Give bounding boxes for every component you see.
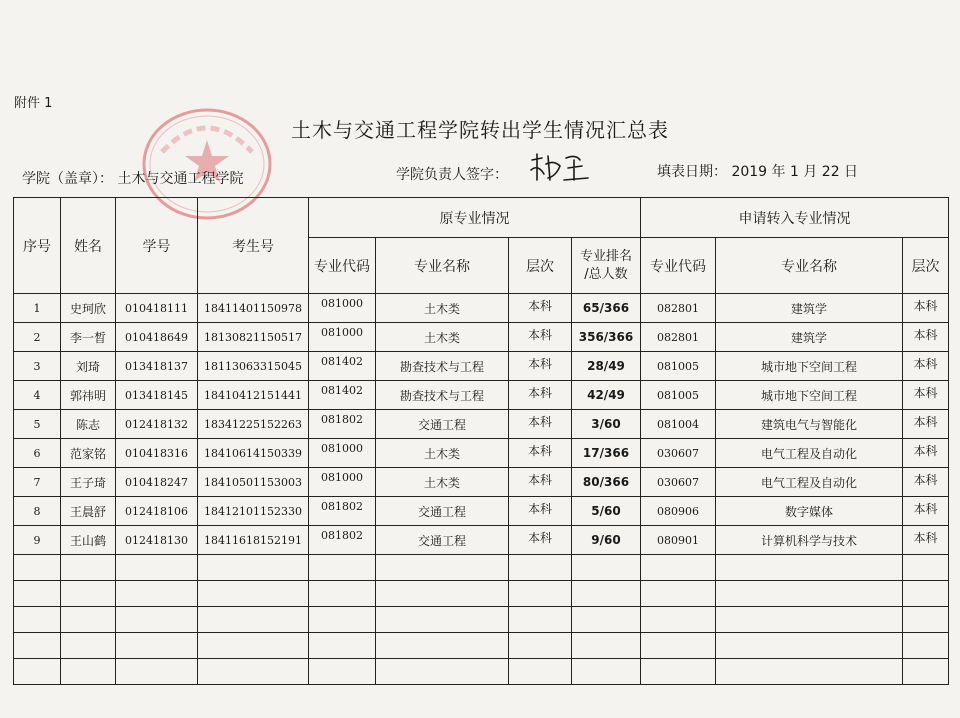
cell-rank: 42/49 bbox=[572, 381, 641, 410]
cell-rank: 5/60 bbox=[572, 497, 641, 526]
cell-new-level: 本科 bbox=[903, 497, 949, 526]
cell-new-level: 本科 bbox=[903, 439, 949, 468]
empty-cell bbox=[376, 659, 509, 685]
cell-orig-code: 081000 bbox=[309, 294, 376, 323]
empty-cell bbox=[14, 659, 61, 685]
table-row bbox=[14, 526, 949, 555]
empty-cell bbox=[641, 633, 716, 659]
cell-name: 王晨舒 bbox=[61, 497, 116, 526]
empty-cell bbox=[903, 633, 949, 659]
cell-seq: 6 bbox=[14, 439, 61, 468]
cell-name: 王子琦 bbox=[61, 468, 116, 497]
cell-new-level: 本科 bbox=[903, 294, 949, 323]
cell-orig-level: 本科 bbox=[509, 323, 572, 352]
cell-orig-level: 本科 bbox=[509, 294, 572, 323]
cell-new-level: 本科 bbox=[903, 381, 949, 410]
fill-date bbox=[657, 161, 858, 181]
empty-cell bbox=[14, 555, 61, 581]
cell-rank: 65/366 bbox=[572, 294, 641, 323]
header-orig-major: 专业名称 bbox=[376, 238, 509, 294]
empty-cell bbox=[376, 607, 509, 633]
header-orig-level: 层次 bbox=[509, 238, 572, 294]
empty-cell bbox=[198, 581, 309, 607]
cell-new-code: 081005 bbox=[641, 381, 716, 410]
cell-name: 陈志 bbox=[61, 410, 116, 439]
empty-cell bbox=[716, 659, 903, 685]
table-row bbox=[14, 439, 949, 468]
empty-cell bbox=[641, 659, 716, 685]
empty-cell bbox=[572, 633, 641, 659]
empty-cell bbox=[716, 633, 903, 659]
empty-cell bbox=[309, 555, 376, 581]
table-row bbox=[14, 410, 949, 439]
empty-cell bbox=[116, 581, 198, 607]
header-seq: 序号 bbox=[14, 198, 61, 294]
cell-student-id: 012418130 bbox=[116, 526, 198, 555]
cell-orig-major: 勘查技术与工程 bbox=[376, 381, 509, 410]
cell-orig-major: 勘查技术与工程 bbox=[376, 352, 509, 381]
empty-cell bbox=[14, 633, 61, 659]
cell-seq: 9 bbox=[14, 526, 61, 555]
cell-orig-level: 本科 bbox=[509, 352, 572, 381]
empty-cell bbox=[509, 607, 572, 633]
empty-row bbox=[14, 607, 949, 633]
cell-exam-id: 18410412151441 bbox=[198, 381, 309, 410]
cell-new-code: 080906 bbox=[641, 497, 716, 526]
cell-exam-id: 18412101152330 bbox=[198, 497, 309, 526]
cell-orig-code: 081000 bbox=[309, 468, 376, 497]
empty-cell bbox=[198, 659, 309, 685]
empty-cell bbox=[309, 659, 376, 685]
header-applied-major-group: 申请转入专业情况 bbox=[641, 198, 949, 238]
empty-cell bbox=[14, 607, 61, 633]
cell-orig-major: 土木类 bbox=[376, 439, 509, 468]
cell-rank: 9/60 bbox=[572, 526, 641, 555]
cell-student-id: 010418111 bbox=[116, 294, 198, 323]
cell-name: 史珂欣 bbox=[61, 294, 116, 323]
cell-new-major: 城市地下空间工程 bbox=[716, 352, 903, 381]
empty-cell bbox=[716, 555, 903, 581]
empty-cell bbox=[198, 633, 309, 659]
header-row-group bbox=[14, 198, 949, 238]
signer-label: 学院负责人签字： bbox=[396, 167, 508, 183]
college-name: 土木与交通工程学院 bbox=[117, 171, 244, 187]
empty-cell bbox=[641, 555, 716, 581]
transfer-table bbox=[13, 197, 949, 685]
empty-cell bbox=[572, 581, 641, 607]
cell-rank: 3/60 bbox=[572, 410, 641, 439]
cell-orig-code: 081000 bbox=[309, 439, 376, 468]
cell-new-code: 082801 bbox=[641, 323, 716, 352]
college-label: 学院（盖章）： bbox=[22, 171, 113, 187]
cell-name: 范家铭 bbox=[61, 439, 116, 468]
empty-cell bbox=[903, 659, 949, 685]
empty-cell bbox=[903, 607, 949, 633]
cell-new-major: 建筑学 bbox=[716, 323, 903, 352]
empty-cell bbox=[61, 659, 116, 685]
cell-orig-major: 土木类 bbox=[376, 294, 509, 323]
empty-cell bbox=[509, 633, 572, 659]
cell-student-id: 012418132 bbox=[116, 410, 198, 439]
cell-exam-id: 18411401150978 bbox=[198, 294, 309, 323]
table-row bbox=[14, 352, 949, 381]
header-orig-code: 专业代码 bbox=[309, 238, 376, 294]
empty-row bbox=[14, 633, 949, 659]
empty-cell bbox=[716, 607, 903, 633]
empty-cell bbox=[61, 555, 116, 581]
empty-cell bbox=[903, 581, 949, 607]
empty-cell bbox=[61, 607, 116, 633]
empty-cell bbox=[716, 581, 903, 607]
cell-orig-code: 081402 bbox=[309, 381, 376, 410]
header-new-major: 专业名称 bbox=[716, 238, 903, 294]
cell-exam-id: 18410501153003 bbox=[198, 468, 309, 497]
empty-cell bbox=[116, 659, 198, 685]
cell-new-code: 030607 bbox=[641, 468, 716, 497]
empty-row bbox=[14, 659, 949, 685]
document-title: 土木与交通工程学院转出学生情况汇总表 bbox=[291, 118, 669, 142]
empty-cell bbox=[572, 659, 641, 685]
empty-cell bbox=[376, 581, 509, 607]
empty-cell bbox=[641, 581, 716, 607]
cell-new-code: 081004 bbox=[641, 410, 716, 439]
cell-new-code: 081005 bbox=[641, 352, 716, 381]
cell-name: 刘琦 bbox=[61, 352, 116, 381]
empty-cell bbox=[116, 607, 198, 633]
empty-cell bbox=[376, 555, 509, 581]
empty-cell bbox=[61, 581, 116, 607]
cell-new-code: 082801 bbox=[641, 294, 716, 323]
header-original-major-group: 原专业情况 bbox=[309, 198, 641, 238]
cell-student-id: 012418106 bbox=[116, 497, 198, 526]
empty-cell bbox=[309, 607, 376, 633]
cell-new-level: 本科 bbox=[903, 468, 949, 497]
cell-new-major: 电气工程及自动化 bbox=[716, 468, 903, 497]
cell-seq: 2 bbox=[14, 323, 61, 352]
table-row bbox=[14, 468, 949, 497]
cell-new-code: 080901 bbox=[641, 526, 716, 555]
cell-new-major: 城市地下空间工程 bbox=[716, 381, 903, 410]
cell-new-level: 本科 bbox=[903, 323, 949, 352]
empty-cell bbox=[641, 607, 716, 633]
cell-rank: 356/366 bbox=[572, 323, 641, 352]
header-exam-id: 考生号 bbox=[198, 198, 309, 294]
empty-cell bbox=[376, 633, 509, 659]
cell-new-level: 本科 bbox=[903, 352, 949, 381]
cell-orig-code: 081802 bbox=[309, 410, 376, 439]
cell-orig-major: 土木类 bbox=[376, 468, 509, 497]
cell-rank: 17/366 bbox=[572, 439, 641, 468]
empty-cell bbox=[572, 555, 641, 581]
cell-seq: 5 bbox=[14, 410, 61, 439]
cell-seq: 4 bbox=[14, 381, 61, 410]
header-rank-line1: 专业排名 bbox=[579, 248, 632, 264]
cell-orig-level: 本科 bbox=[509, 410, 572, 439]
header-new-level: 层次 bbox=[903, 238, 949, 294]
empty-cell bbox=[14, 581, 61, 607]
cell-new-major: 建筑学 bbox=[716, 294, 903, 323]
cell-new-major: 建筑电气与智能化 bbox=[716, 410, 903, 439]
cell-orig-code: 081402 bbox=[309, 352, 376, 381]
cell-exam-id: 18410614150339 bbox=[198, 439, 309, 468]
cell-orig-major: 交通工程 bbox=[376, 526, 509, 555]
college-line bbox=[22, 168, 243, 188]
empty-cell bbox=[116, 555, 198, 581]
cell-exam-id: 18341225152263 bbox=[198, 410, 309, 439]
table-body bbox=[14, 294, 949, 685]
empty-cell bbox=[309, 581, 376, 607]
cell-orig-major: 土木类 bbox=[376, 323, 509, 352]
cell-seq: 1 bbox=[14, 294, 61, 323]
header-rank bbox=[572, 238, 641, 294]
cell-new-major: 计算机科学与技术 bbox=[716, 526, 903, 555]
cell-rank: 80/366 bbox=[572, 468, 641, 497]
table-row bbox=[14, 294, 949, 323]
cell-orig-code: 081802 bbox=[309, 526, 376, 555]
empty-cell bbox=[116, 633, 198, 659]
table-row bbox=[14, 381, 949, 410]
cell-new-major: 数字媒体 bbox=[716, 497, 903, 526]
cell-rank: 28/49 bbox=[572, 352, 641, 381]
empty-cell bbox=[572, 607, 641, 633]
cell-exam-id: 18411618152191 bbox=[198, 526, 309, 555]
cell-orig-code: 081000 bbox=[309, 323, 376, 352]
cell-student-id: 010418247 bbox=[116, 468, 198, 497]
cell-name: 李一晳 bbox=[61, 323, 116, 352]
empty-cell bbox=[309, 633, 376, 659]
cell-seq: 8 bbox=[14, 497, 61, 526]
cell-orig-level: 本科 bbox=[509, 381, 572, 410]
empty-row bbox=[14, 555, 949, 581]
cell-exam-id: 18113063315045 bbox=[198, 352, 309, 381]
table-row bbox=[14, 323, 949, 352]
cell-exam-id: 18130821150517 bbox=[198, 323, 309, 352]
handwritten-signature bbox=[528, 150, 608, 186]
cell-orig-major: 交通工程 bbox=[376, 497, 509, 526]
cell-student-id: 010418316 bbox=[116, 439, 198, 468]
cell-student-id: 010418649 bbox=[116, 323, 198, 352]
date-value: 2019 年 1 月 22 日 bbox=[731, 164, 859, 180]
empty-cell bbox=[509, 555, 572, 581]
cell-name: 王山鹤 bbox=[61, 526, 116, 555]
cell-name: 郭祎明 bbox=[61, 381, 116, 410]
cell-orig-code: 081802 bbox=[309, 497, 376, 526]
cell-orig-level: 本科 bbox=[509, 526, 572, 555]
cell-seq: 3 bbox=[14, 352, 61, 381]
header-student-id: 学号 bbox=[116, 198, 198, 294]
cell-new-level: 本科 bbox=[903, 410, 949, 439]
cell-new-code: 030607 bbox=[641, 439, 716, 468]
empty-cell bbox=[903, 555, 949, 581]
cell-orig-major: 交通工程 bbox=[376, 410, 509, 439]
empty-cell bbox=[509, 659, 572, 685]
cell-new-major: 电气工程及自动化 bbox=[716, 439, 903, 468]
cell-student-id: 013418145 bbox=[116, 381, 198, 410]
table-row bbox=[14, 497, 949, 526]
date-label: 填表日期： bbox=[657, 164, 727, 180]
header-rank-line2: /总人数 bbox=[584, 266, 628, 282]
cell-student-id: 013418137 bbox=[116, 352, 198, 381]
cell-orig-level: 本科 bbox=[509, 468, 572, 497]
empty-cell bbox=[509, 581, 572, 607]
empty-row bbox=[14, 581, 949, 607]
header-name: 姓名 bbox=[61, 198, 116, 294]
cell-orig-level: 本科 bbox=[509, 497, 572, 526]
header-new-code: 专业代码 bbox=[641, 238, 716, 294]
cell-orig-level: 本科 bbox=[509, 439, 572, 468]
cell-seq: 7 bbox=[14, 468, 61, 497]
cell-new-level: 本科 bbox=[903, 526, 949, 555]
empty-cell bbox=[198, 607, 309, 633]
empty-cell bbox=[61, 633, 116, 659]
attachment-label: 附件 1 bbox=[14, 96, 53, 111]
empty-cell bbox=[198, 555, 309, 581]
